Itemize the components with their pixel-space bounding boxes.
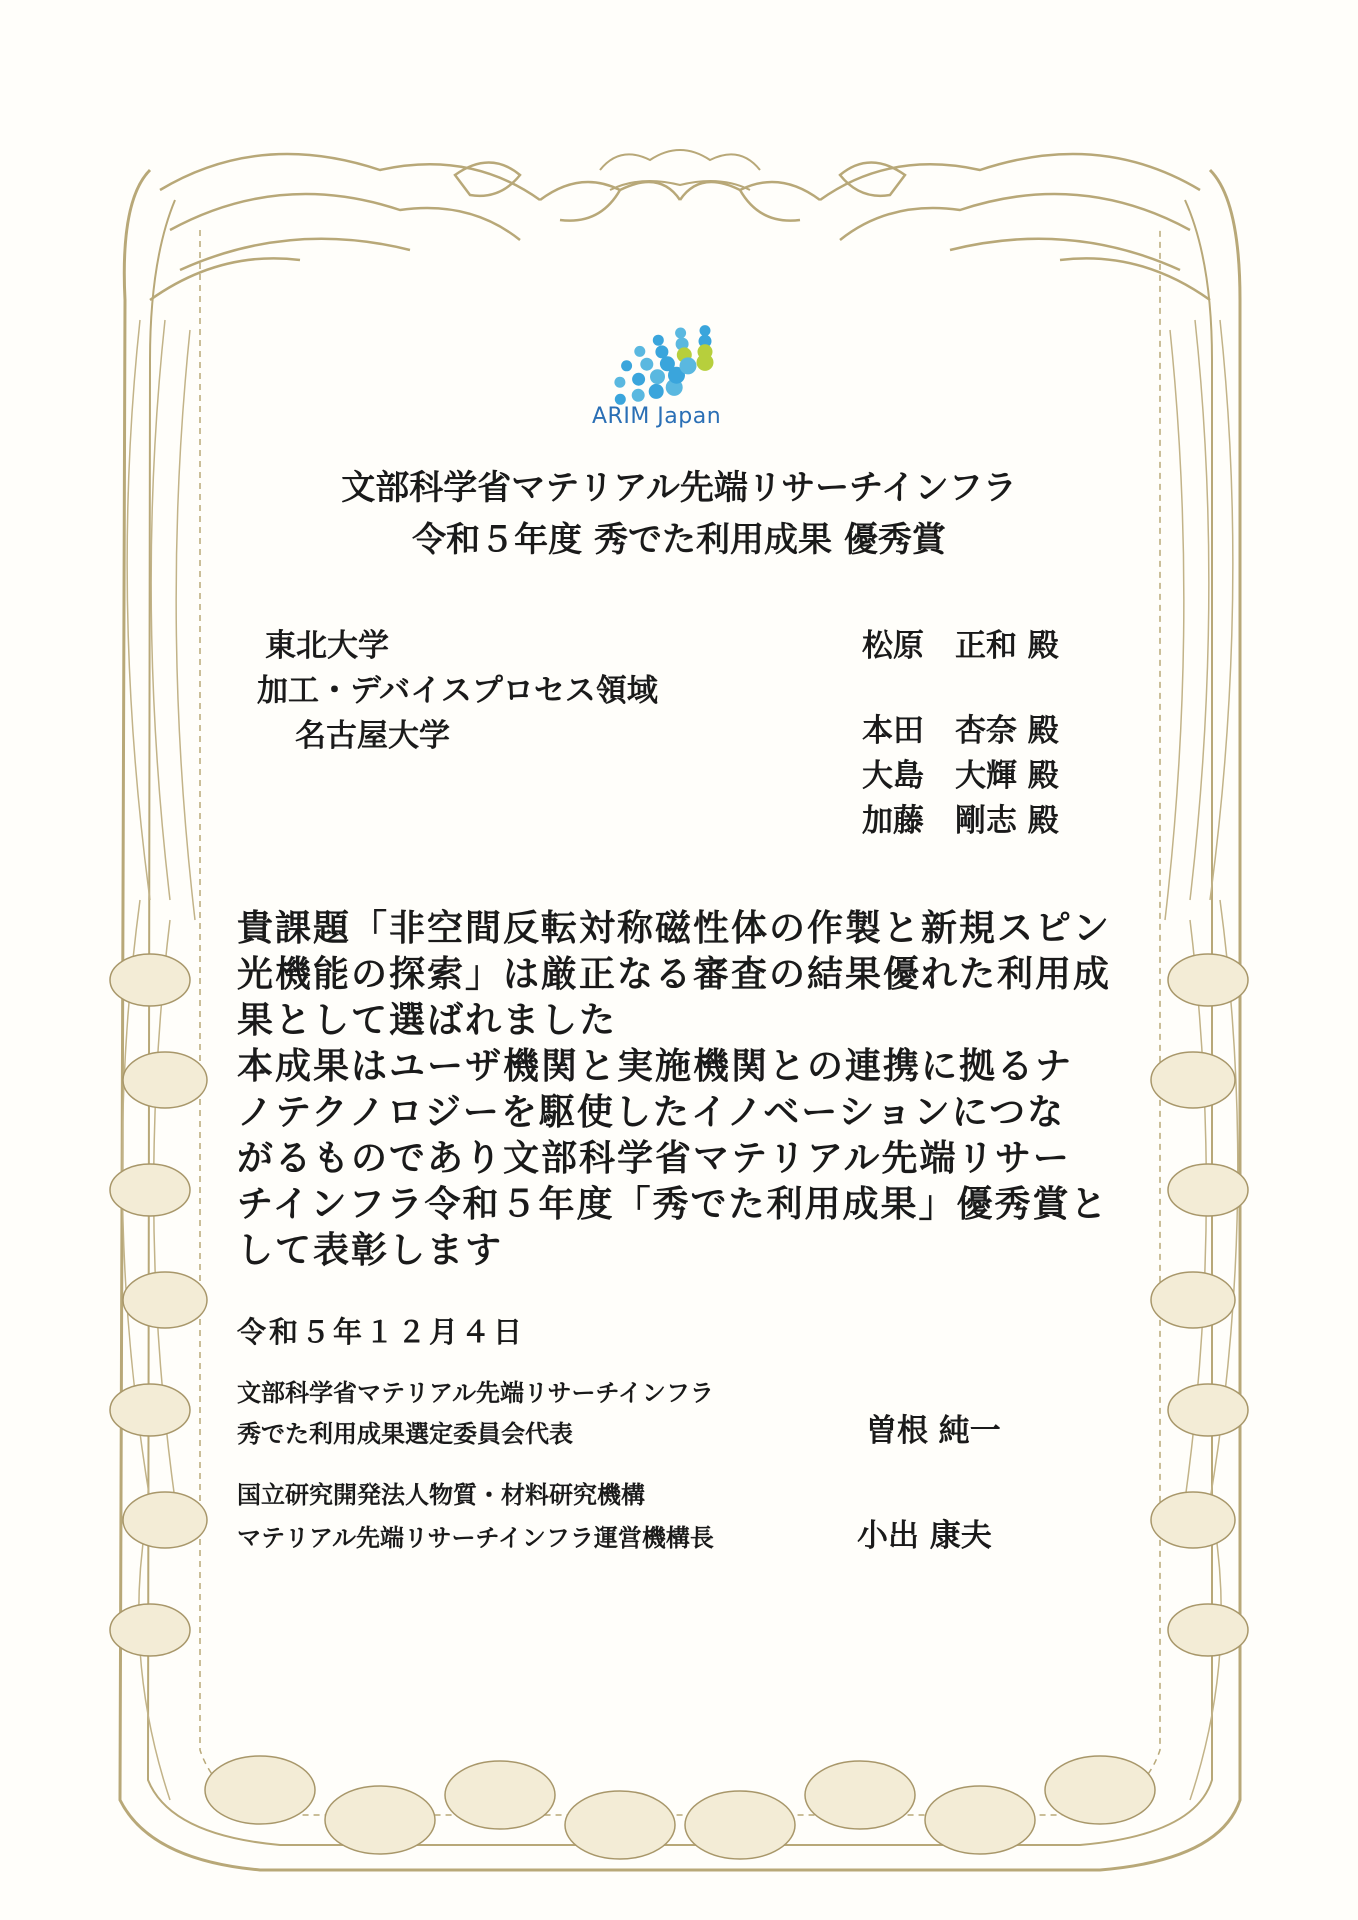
recipient-name: 大島 大輝 殿 <box>862 758 1059 794</box>
recipient-org-2: 加工・デバイスプロセス領域 <box>257 673 658 709</box>
logo-dot <box>614 377 625 388</box>
logo-dot <box>621 360 632 371</box>
body-line: 光機能の探索」は厳正なる審査の結果優れた利用成 <box>237 953 1112 995</box>
recipient-name: 加藤 剛志 殿 <box>862 803 1059 839</box>
recipient-name: 本田 杏奈 殿 <box>862 713 1059 749</box>
body-line: して表彰します <box>237 1229 504 1271</box>
logo-dot <box>680 357 697 374</box>
title-line-2: 令和５年度 秀でた利用成果 優秀賞 <box>412 520 946 560</box>
logo-dot <box>675 328 686 339</box>
body-line: チインフラ令和５年度「秀でた利用成果」優秀賞と <box>237 1183 1109 1225</box>
recipient-name: 松原 正和 殿 <box>862 628 1059 664</box>
signatory-2-org-line-2: マテリアル先端リサーチインフラ運営機構長 <box>237 1523 714 1552</box>
logo-dot <box>632 389 645 402</box>
logo-dot <box>640 358 653 371</box>
signatory-1-org-line-1: 文部科学省マテリアル先端リサーチインフラ <box>237 1378 714 1407</box>
title-line-1: 文部科学省マテリアル先端リサーチインフラ <box>341 468 1017 508</box>
recipient-org-1: 東北大学 <box>265 628 389 664</box>
logo-dot <box>653 335 664 346</box>
body-line: がるものであり文部科学省マテリアル先端リサー <box>237 1137 1071 1179</box>
logo-dot <box>649 384 664 399</box>
logo-dot <box>697 354 714 371</box>
body-line: ノテクノロジーを駆使したイノベーションにつな <box>237 1091 1066 1133</box>
logo-dot <box>634 346 645 357</box>
body-line: 貴課題「非空間反転対称磁性体の作製と新規スピン <box>237 907 1112 949</box>
body-line: 果として選ばれました <box>237 999 618 1041</box>
recipient-org-3: 名古屋大学 <box>295 718 450 754</box>
signatory-1-org-line-2: 秀でた利用成果選定委員会代表 <box>237 1419 573 1448</box>
logo-dot <box>700 325 711 336</box>
signatory-2-name: 小出 康夫 <box>857 1518 992 1554</box>
signatory-2-org-line-1: 国立研究開発法人物質・材料研究機構 <box>237 1480 645 1509</box>
logo-text: ARIM Japan <box>592 404 722 429</box>
body-line: 本成果はユーザ機関と実施機関との連携に拠るナ <box>237 1045 1074 1087</box>
award-date: 令和５年１２月４日 <box>237 1315 526 1349</box>
signatory-1-name: 曽根 純一 <box>866 1413 1001 1449</box>
logo-dot <box>650 369 665 384</box>
logo-dot <box>632 373 645 386</box>
